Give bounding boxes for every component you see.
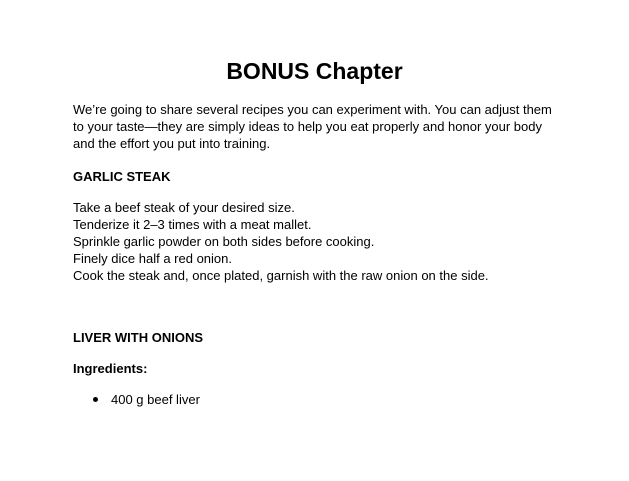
recipe-step: Take a beef steak of your desired size. [73, 200, 295, 215]
garlic-steak-steps [73, 199, 573, 284]
ingredients-label: Ingredients: [73, 361, 148, 376]
recipe-step: Finely dice half a red onion. [73, 251, 232, 266]
ingredients-list [93, 391, 200, 408]
recipe-step: Tenderize it 2–3 times with a meat mallet. [73, 217, 312, 232]
recipe-heading-liver-with-onions: LIVER WITH ONIONS [73, 330, 203, 345]
intro-line: and the effort you put into training. [73, 136, 271, 151]
ingredient-item [93, 391, 200, 408]
intro-paragraph [73, 101, 563, 152]
ingredient-text: 400 g beef liver [111, 392, 200, 407]
intro-line: We’re going to share several recipes you can experiment with. You can adjust them [73, 102, 552, 117]
chapter-title: BONUS Chapter [226, 58, 403, 84]
recipe-step: Cook the steak and, once plated, garnish with the raw onion on the side. [73, 268, 489, 283]
recipe-heading-garlic-steak: GARLIC STEAK [73, 169, 171, 184]
bullet-icon [93, 397, 98, 402]
intro-line: to your taste—they are simply ideas to help you eat properly and honor your body [73, 119, 542, 134]
recipe-step: Sprinkle garlic powder on both sides before cooking. [73, 234, 375, 249]
